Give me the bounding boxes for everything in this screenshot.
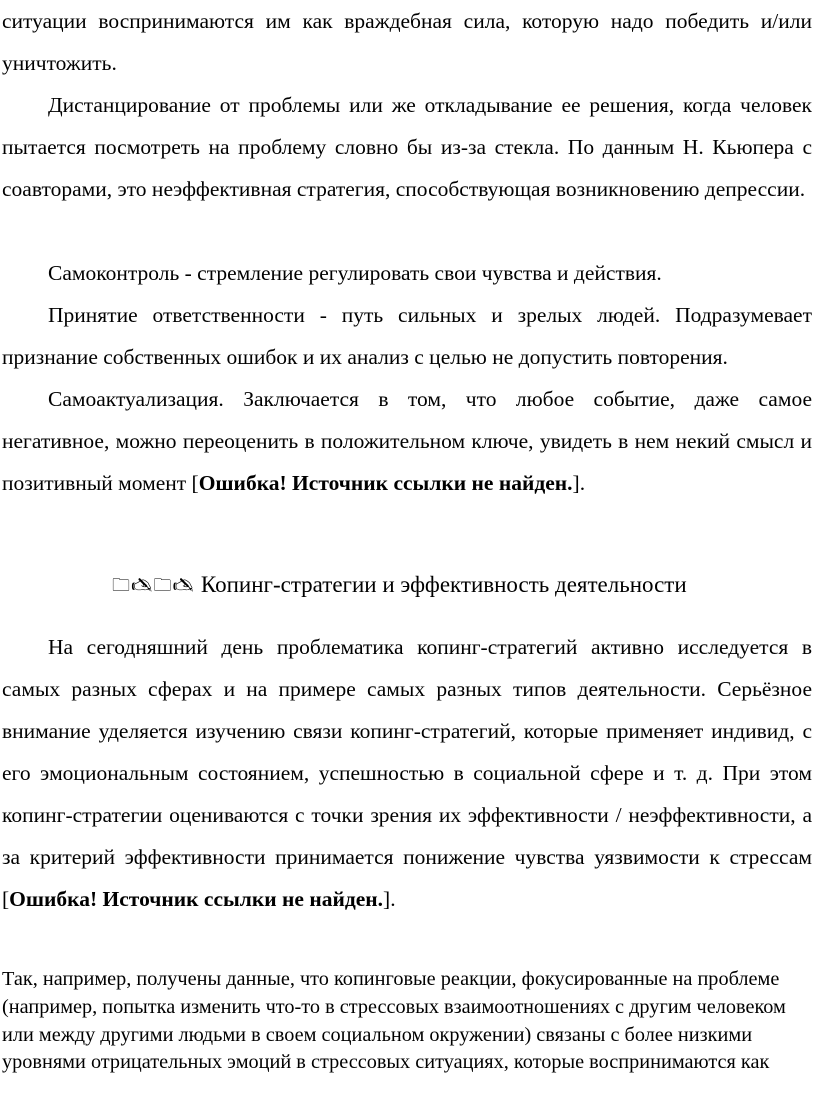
paragraph-distancing: [2, 84, 812, 210]
paragraph-text: Дистанцирование от проблемы или же откладывание ее решения, когда человек пытается посмотреть на проблему словно бы из-за стекла. По данным Н. Кьюпера с соавторами, это неэффективная стратегия, способствующая возникновению депрессии.: [2, 93, 812, 201]
paragraph-text: Так, например, получены данные, что копинговые реакции, фокусированные на проблеме (например, попытка изменить что-то в стрессовых взаимоотношениях с другим человеком или между другими людьми в своем социальном окружении) связаны с более низкими уровнями отрицательных эмоций в стрессовых ситуациях, которые воспринимаются как: [2, 968, 786, 1074]
bracket-close: ].: [383, 887, 396, 911]
paragraph-text: Самоконтроль - стремление регулировать свои чувства и действия.: [48, 261, 662, 285]
paragraph-self-control: [2, 252, 812, 294]
paragraph-text: ситуации воспринимаются им как враждебная сила, которую надо победить и/или уничтожить.: [2, 9, 812, 75]
broken-reference: Ошибка! Источник ссылки не найден.: [9, 887, 384, 911]
paragraph-coping-research: [2, 626, 812, 920]
paragraph-responsibility: [2, 294, 812, 378]
paragraph-self-actualization: [2, 378, 812, 504]
broken-reference: Ошибка! Источник ссылки не найден.: [198, 471, 573, 495]
paragraph-example: [2, 966, 808, 1077]
paragraph-text: Самоактуализация. Заключается в том, что любое событие, даже самое негативное, можно переоценить в положительном ключе, увидеть в нем некий смысл и позитивный момент: [2, 387, 812, 495]
paragraph-continuation: [2, 0, 812, 84]
bracket-close: ].: [572, 471, 586, 495]
section-heading: [112, 563, 812, 608]
paragraph-text: На сегодняшний день проблематика копинг-стратегий активно исследуется в самых разных сферах и на примере самых разных типов деятельности. Серьёзное внимание уделяется изучению связи копинг-стратегий, которые применяет индивид, с его эмоциональным состоянием, успешностью в социальной сфере и т. д. При этом копинг-стратегии оцениваются с точки зрения их эффективности / неэффективности, а за критерий эффективности принимается понижение чувства уязвимости к стрессам: [2, 635, 812, 869]
heading-text: Копинг-стратегии и эффективность деятельности: [200, 572, 687, 597]
paragraph-text: Принятие ответственности - путь сильных и зрелых людей. Подразумевает признание собственных ошибок и их анализ с целью не допустить повторения.: [2, 303, 812, 369]
bracket-open: [: [2, 887, 10, 911]
heading-number-glyphs: 🗀🖎🗀🖎: [112, 575, 195, 596]
bracket-open: [: [191, 471, 199, 495]
